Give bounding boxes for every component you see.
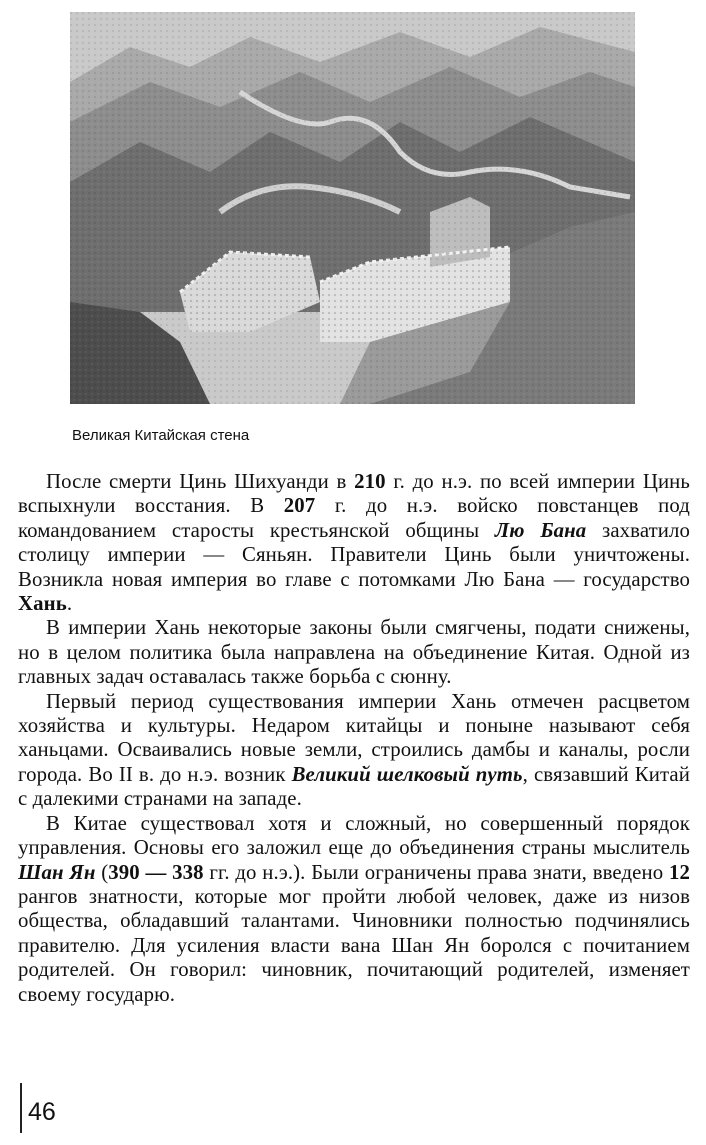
paragraph [18,690,690,812]
bold-date: 210 [354,470,386,493]
text-run: г. до н.э. войско повстанцев под командованием старосты крестьянской общины [18,494,690,542]
text-run: В Китае существовал хотя и сложный, но совершенный порядок управления. Основы его заложил еще до объединения страны мыслитель [18,811,690,860]
body-text [18,470,690,1007]
term-liu-bang: Лю Бана [494,518,587,542]
great-wall-photo [70,12,635,404]
page-number: 46 [28,1098,56,1126]
paragraph [18,812,690,1007]
bold-number: 12 [668,860,690,884]
text-run: г. до н.э. по всей империи Цинь вспыхнули восстания. В [18,470,690,518]
text-run: . [66,592,73,616]
text-run: захватило столицу империи — Сяньян. Правители Цинь были уничтожены. Возникла новая империя во главе с потомками Лю Бана — государство [18,518,691,591]
bold-date: 207 [283,494,316,518]
text-run: После смерти Цинь Шихуанди в [46,470,355,493]
paragraph: В империи Хань некоторые законы были смягчены, подати снижены, но в целом политика была направлена на объединение Китая. Одной из главных задач оставалась также борьба с сюнну. [18,616,690,689]
text-run: Первый период существования империи Хань отмечен расцветом хозяйства и культуры. Недаром китайцы и поныне называют себя ханьцами. Осваивались новые земли, строились дамбы и каналы, росли города. Во II в. до н.э. возник [18,689,690,786]
text-run: рангов знатности, которые мог пройти любой человек, даже из низов общества, обладавший талантами. Чиновники полностью подчинялись правителю. Для усиления власти вана Шан Ян боролся с почитанием родителей. Он говорил: чиновник, почитающий родителей, изменяет своему государю. [18,884,690,1006]
text-run: ( [95,860,109,884]
term-han: Хань [18,592,67,616]
paragraph [18,470,690,616]
text-run: гг. до н.э.). Были ограничены права знати, введено [203,860,669,884]
great-wall-photo-icon [70,12,635,404]
figure-caption: Великая Китайская стена [72,427,250,444]
bold-date: 390 — 338 [108,860,204,884]
text-run: , связавший Китай с далекими странами на западе. [18,762,690,811]
term-shang-yang: Шан Ян [18,860,96,884]
term-silk-road: Великий шелковый путь [291,762,523,786]
margin-rule [20,1083,22,1133]
